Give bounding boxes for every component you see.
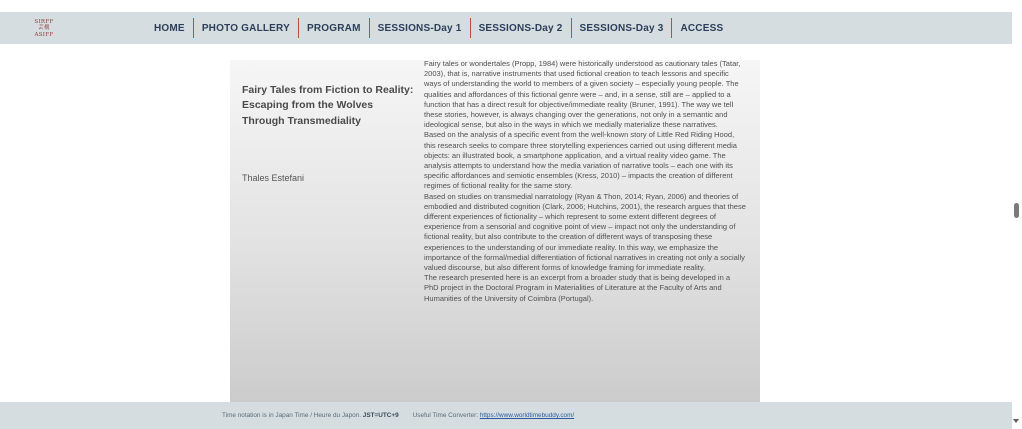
nav-item-sessions-day-1[interactable]: SESSIONS-Day 1 [377, 22, 462, 34]
nav-item-photo-gallery[interactable]: PHOTO GALLERY [201, 22, 290, 34]
logo-line-3: ASIFF [34, 31, 54, 38]
talk-abstract [424, 59, 746, 304]
top-navbar [0, 12, 1012, 44]
speaker-name: Thales Estefani [242, 173, 305, 183]
logo-line-1: SIRFF [34, 19, 54, 25]
abstract-paragraph: Fairy tales or wondertales (Propp, 1984) were historically understood as cautionary tales (Tatar, 2003), that is, narrative instruments that used fictional creation to teach lessons and specific ways of understanding the world to members of a given society – especially young people. The qualities and affordances of this fictional genre were – and, in a sense, still are – applied to a function that has a direct result for objective/immediate reality (Bruner, 1991). The way we tell these stories, however, is always changing over the generations, not only in a semantic and ideological sense, but also in the ways in which we medially materialize these narratives. [424, 59, 741, 130]
talk-title: Fairy Tales from Fiction to Reality: Escaping from the Wolves Through Transmediality [242, 84, 414, 127]
abstract-paragraph: Based on the analysis of a specific event from the well-known story of Little Red Riding Hood, this research seeks to compare three storytelling experiences carried out using different media objects: an illustrated book, a smartphone application, and a virtual reality video game. The analysis attempts to understand how the media variation of narrative tools – each one with its specific affordances and semiotic ensembles (Kress, 2010) – impacts the creation of different regimes of fictional reality for the same story. [424, 130, 737, 191]
site-logo[interactable] [33, 19, 55, 38]
abstract-paragraph: The research presented here is an excerpt from a broader study that is being developed in a PhD project in the Doctoral Program in Materialities of Literature at the Faculty of Arts and Humanities of the University of Coimbra (Portugal). [424, 273, 731, 303]
time-converter-link[interactable]: https://www.worldtimebuddy.com/ [479, 412, 575, 419]
nav-item-access[interactable]: ACCESS [680, 22, 724, 34]
nav-item-sessions-day-2[interactable]: SESSIONS-Day 2 [478, 22, 563, 34]
logo-line-2: 芸構 [38, 25, 50, 32]
abstract-paragraph: Based on studies on transmedial narratology (Ryan & Thon, 2014; Ryan, 2006) and theories of embodied and distributed cognition (Clark, 2006; Hutchins, 2001), the research argues that these different experiences of fictionality – which represent to some extent different degrees of experience from a sensorial and cognitive point of view – impact not only the understanding of fictional reality, but also contribute to the creation of different ways of transposing these experiences to the understanding of our immediate reality. In this way, we emphasize the importance of the formal/medial differentiation of fictional narratives in creating not only a socially valued discourse, but also different forms of knowledge framing for immediate reality. [424, 191, 746, 273]
scroll-down-arrow-icon[interactable] [1013, 419, 1019, 423]
converter-label: Useful Time Converter: [412, 412, 479, 419]
scrollbar-thumb[interactable] [1014, 203, 1019, 218]
nav-item-sessions-day-3[interactable]: SESSIONS-Day 3 [579, 22, 664, 34]
session-card [230, 60, 760, 418]
footer-time-info [222, 412, 574, 419]
nav-item-program[interactable]: PROGRAM [306, 22, 361, 34]
nav-menu [146, 18, 731, 38]
time-note: Time notation is in Japan Time / Heure du Japon. [222, 412, 362, 419]
nav-item-home[interactable]: HOME [154, 22, 185, 34]
jst-label: JST=UTC+9 [362, 412, 399, 419]
page-footer [0, 402, 1012, 429]
